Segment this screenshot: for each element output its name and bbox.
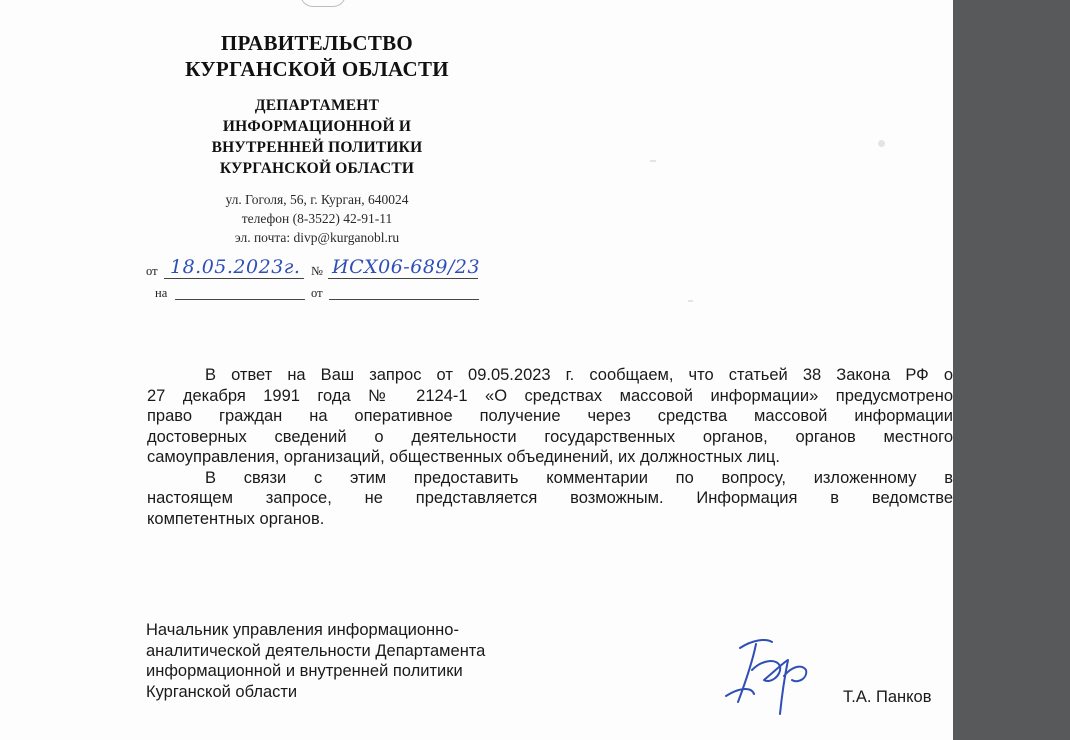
signer-title-line: информационной и внутренней политики bbox=[146, 662, 463, 680]
phone: телефон (8-3522) 42-91-11 bbox=[241, 211, 393, 226]
body-line: 27 декабря 1991 года № 2124-1 «О средствах массовой информации» предусмотрено bbox=[147, 386, 953, 405]
signer-title-line: аналитической деятельности Департамента bbox=[146, 641, 486, 660]
signer-name: Т.А. Панков bbox=[843, 688, 932, 706]
letter-body bbox=[147, 365, 953, 529]
scan-mark bbox=[688, 300, 693, 302]
handwritten-signature bbox=[722, 630, 832, 720]
government-line-1: ПРАВИТЕЛЬСТВО bbox=[220, 31, 414, 55]
emblem-fragment bbox=[300, 0, 346, 7]
to-label: на bbox=[155, 286, 168, 300]
scan-mark bbox=[650, 160, 656, 162]
department-line-2: ИНФОРМАЦИОННОЙ И bbox=[222, 118, 412, 135]
number-underline bbox=[328, 278, 478, 279]
letterhead bbox=[132, 30, 502, 179]
email: эл. почта: divp@kurganobl.ru bbox=[234, 230, 400, 245]
signer-block bbox=[146, 620, 586, 702]
department-line-3: ВНУТРЕННЕЙ ПОЛИТИКИ bbox=[211, 139, 423, 156]
body-line: достоверных сведений о деятельности государственных органов, органов местного bbox=[147, 427, 953, 446]
to-from-label: от bbox=[311, 286, 323, 300]
body-line: В связи с этим предоставить комментарии по вопросу, изложенному в bbox=[205, 468, 953, 487]
department-line-4: КУРГАНСКОЙ ОБЛАСТИ bbox=[219, 160, 415, 177]
department-line-1: ДЕПАРТАМЕНТ bbox=[254, 97, 380, 114]
to-from-underline bbox=[329, 299, 479, 300]
body-line: компетентных органов. bbox=[147, 509, 325, 528]
scan-mark bbox=[878, 140, 885, 147]
contacts-block bbox=[132, 190, 502, 247]
body-line: самоуправления, организаций, общественных объединений, их должностных лиц. bbox=[147, 448, 780, 466]
date-underline bbox=[164, 278, 304, 279]
body-line: право граждан на оперативное получение через средства массовой информации bbox=[147, 407, 953, 425]
address: ул. Гоголя, 56, г. Курган, 640024 bbox=[225, 192, 409, 207]
body-line: настоящем запросе, не представляется возможным. Информация в ведомстве bbox=[147, 489, 953, 507]
to-underline bbox=[175, 299, 305, 300]
signer-title-line: Курганской области bbox=[146, 682, 298, 701]
handwritten-number: ИСХ06-689/23 bbox=[332, 256, 481, 278]
registration-row-incoming bbox=[155, 284, 485, 304]
number-label: № bbox=[311, 264, 323, 278]
signer-title-line: Начальник управления информационно- bbox=[146, 621, 459, 639]
from-label: от bbox=[146, 264, 158, 278]
handwritten-date: 18.05.2023г. bbox=[170, 256, 301, 278]
body-line: В ответ на Ваш запрос от 09.05.2023 г. сообщаем, что статьей 38 Закона РФ о bbox=[205, 366, 953, 384]
government-line-2: КУРГАНСКОЙ ОБЛАСТИ bbox=[185, 57, 449, 81]
viewer-side-panel bbox=[953, 0, 1070, 740]
department-block bbox=[132, 95, 502, 179]
registration-row-outgoing bbox=[146, 258, 506, 284]
